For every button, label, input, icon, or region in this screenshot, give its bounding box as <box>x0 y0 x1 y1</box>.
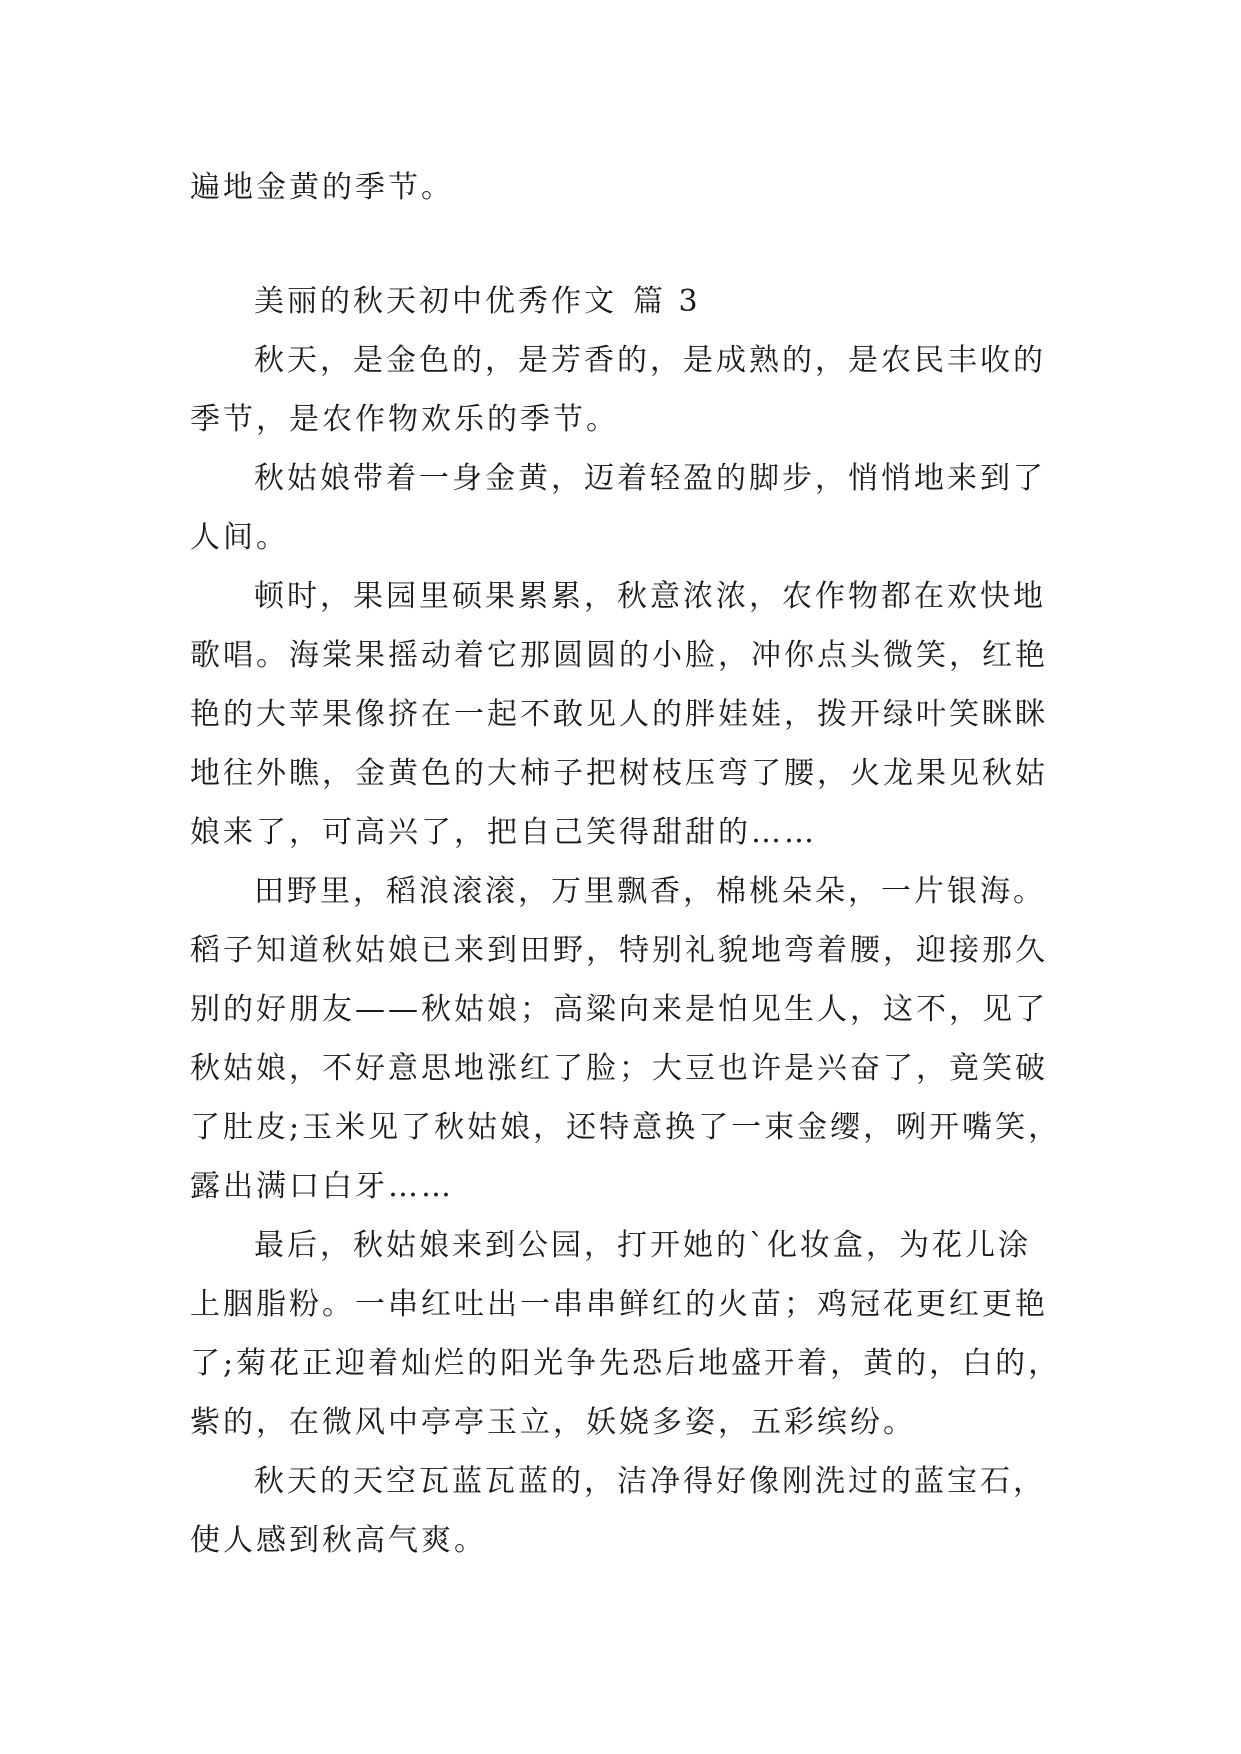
section-title: 美丽的秋天初中优秀作文 <box>254 284 617 319</box>
text-line: 露出满口白牙…… <box>190 1169 454 1204</box>
text-line: 秋天的天空瓦蓝瓦蓝的，洁净得好像刚洗过的蓝宝石， <box>254 1464 1046 1499</box>
section-heading <box>190 272 1060 331</box>
text-line: 娘来了，可高兴了，把自己笑得甜甜的…… <box>190 815 817 850</box>
text-line: 艳的大苹果像挤在一起不敢见人的胖娃娃，拨开绿叶笑眯眯 <box>190 697 1048 732</box>
text-line: 紫的，在微风中亭亭玉立，妖娆多姿，五彩缤纷。 <box>190 1405 916 1440</box>
text-line: 最后，秋姑娘来到公园，打开她的`化妆盒，为花儿涂 <box>254 1228 1031 1263</box>
text-line: 秋姑娘，不好意思地涨红了脸；大豆也许是兴奋了，竟笑破 <box>190 1051 1048 1086</box>
text-line: 了;菊花正迎着灿烂的阳光争先恐后地盛开着，黄的，白的， <box>190 1346 1062 1381</box>
text-line: 人间。 <box>190 520 289 555</box>
text-line: 地往外瞧，金黄色的大柿子把树枝压弯了腰，火龙果见秋姑 <box>190 756 1048 791</box>
text-line: 顿时，果园里硕果累累，秋意浓浓，农作物都在欢快地 <box>254 579 1046 614</box>
text-line: 秋天，是金色的，是芳香的，是成熟的，是农民丰收的 <box>254 343 1046 378</box>
text-line: 田野里，稻浪滚滚，万里飘香，棉桃朵朵，一片银海。 <box>254 874 1046 909</box>
essay-text <box>190 331 1060 1570</box>
text-line: 使人感到秋高气爽。 <box>190 1523 487 1558</box>
text-line: 别的好朋友——秋姑娘；高粱向来是怕见生人，这不，见了 <box>190 992 1048 1027</box>
text-line: 上胭脂粉。一串红吐出一串串鲜红的火苗；鸡冠花更红更艳 <box>190 1287 1048 1322</box>
text-line: 了肚皮;玉米见了秋姑娘，还特意换了一束金缨，咧开嘴笑， <box>190 1110 1062 1145</box>
document-body <box>190 158 1060 1570</box>
text-line: 稻子知道秋姑娘已来到田野，特别礼貌地弯着腰，迎接那久 <box>190 933 1048 968</box>
text-line: 季节，是农作物欢乐的季节。 <box>190 402 619 437</box>
section-label: 篇 3 <box>633 284 701 319</box>
opening-line: 遍地金黄的季节。 <box>190 170 454 205</box>
text-line: 秋姑娘带着一身金黄，迈着轻盈的脚步，悄悄地来到了 <box>254 461 1046 496</box>
text-line: 歌唱。海棠果摇动着它那圆圆的小脸，冲你点头微笑，红艳 <box>190 638 1048 673</box>
